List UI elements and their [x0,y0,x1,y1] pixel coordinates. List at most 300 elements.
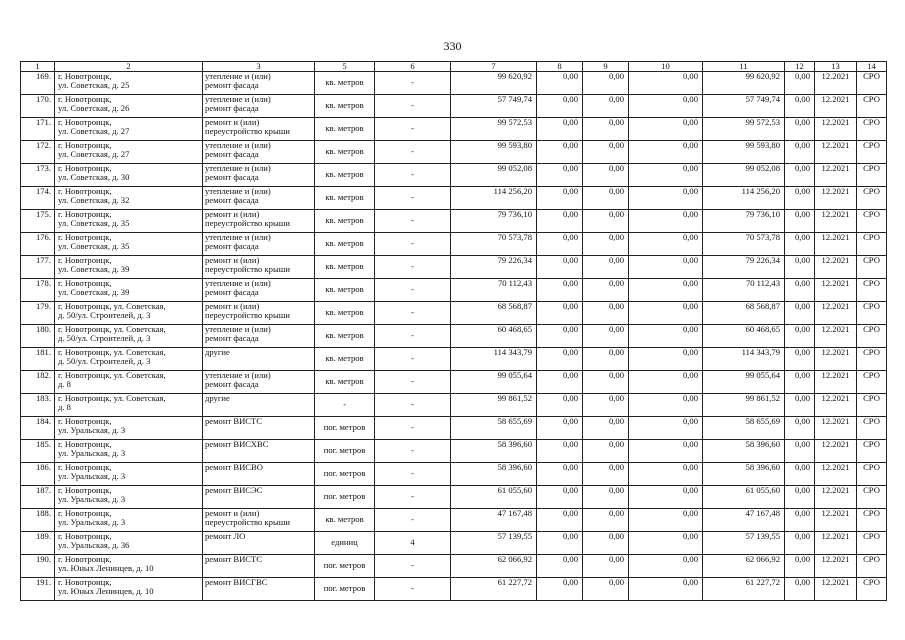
work-type-cell-line: утепление и (или) [205,140,271,150]
value-cell: 0,00 [537,532,583,555]
column-header: 5 [315,62,375,72]
contractor-type-cell: СРО [857,141,887,164]
unit-cell: кв. метров [315,348,375,371]
row-number: 171. [21,118,55,141]
completion-date-cell: 12.2021 [815,440,857,463]
value-cell: 0,00 [583,394,629,417]
contractor-type-cell: СРО [857,417,887,440]
unit-cell: пог. метров [315,555,375,578]
contractor-type-cell: СРО [857,233,887,256]
total-cost-cell: 58 396,60 [451,440,537,463]
address-cell [55,348,203,371]
address-cell [55,325,203,348]
table-row [21,509,887,532]
value-cell: 0,00 [537,578,583,601]
regional-fund-cell: 99 620,92 [703,72,785,95]
column-header: 8 [537,62,583,72]
work-type-cell-line: утепление и (или) [205,163,271,173]
unit-cell: кв. метров [315,371,375,394]
table-row [21,210,887,233]
address-cell-line: г. Новотроицк, [58,577,112,587]
regional-fund-cell: 99 593,80 [703,141,785,164]
row-number: 188. [21,509,55,532]
work-type-cell-line: ремонт фасада [205,149,259,160]
quantity-cell: - [375,463,451,486]
contractor-type-cell: СРО [857,118,887,141]
work-type-cell-line: переустройство крыши [205,126,290,137]
address-cell-line: ул. Уральская, д. 3 [58,425,126,436]
value-cell: 0,00 [537,210,583,233]
address-cell-line: ул. Уральская, д. 36 [58,540,130,551]
completion-date-cell: 12.2021 [815,302,857,325]
value-cell: 0,00 [629,325,703,348]
address-cell-line: ул. Советская, д. 35 [58,241,130,252]
value-cell: 0,00 [537,486,583,509]
work-type-cell [203,187,315,210]
total-cost-cell: 58 655,69 [451,417,537,440]
address-cell-line: ул. Уральская, д. 3 [58,517,126,528]
address-cell-line: г. Новотроицк, [58,255,112,265]
value-cell: 0,00 [583,532,629,555]
regional-fund-cell: 62 066,92 [703,555,785,578]
value-cell: 0,00 [629,118,703,141]
address-cell-line: г. Новотроицк, ул. Советская, [58,301,166,311]
unit-cell: кв. метров [315,279,375,302]
address-cell [55,440,203,463]
work-type-cell [203,486,315,509]
address-cell-line: г. Новотроицк, [58,232,112,242]
work-type-cell-line: ремонт ВИСВО [205,462,263,472]
value-cell: 0,00 [537,440,583,463]
value-cell: 0,00 [583,118,629,141]
contractor-type-cell: СРО [857,509,887,532]
address-cell [55,210,203,233]
value-cell: 0,00 [537,233,583,256]
address-cell-line: д. 8 [58,402,71,413]
address-cell [55,187,203,210]
work-type-cell-line: ремонт и (или) [205,255,260,265]
work-type-cell-line: ремонт ВИСХВС [205,439,269,449]
completion-date-cell: 12.2021 [815,463,857,486]
column-header: 12 [785,62,815,72]
address-cell [55,164,203,187]
regional-fund-cell: 58 396,60 [703,440,785,463]
completion-date-cell: 12.2021 [815,233,857,256]
value-cell: 0,00 [785,371,815,394]
unit-cell: кв. метров [315,95,375,118]
quantity-cell: - [375,95,451,118]
address-cell-line: ул. Юных Ленинцев, д. 10 [58,586,154,597]
work-type-cell-line: утепление и (или) [205,232,271,242]
value-cell: 0,00 [785,417,815,440]
regional-fund-cell: 70 112,43 [703,279,785,302]
work-type-cell-line: утепление и (или) [205,186,271,196]
value-cell: 0,00 [537,555,583,578]
value-cell: 0,00 [629,532,703,555]
regional-fund-cell: 68 568,87 [703,302,785,325]
value-cell: 0,00 [785,141,815,164]
column-number-header-row [21,62,887,72]
quantity-cell: - [375,141,451,164]
work-type-cell [203,95,315,118]
work-type-cell [203,555,315,578]
completion-date-cell: 12.2021 [815,417,857,440]
work-type-cell [203,532,315,555]
unit-cell: кв. метров [315,509,375,532]
address-cell-line: г. Новотроицк, [58,531,112,541]
unit-cell: - [315,394,375,417]
unit-cell: пог. метров [315,463,375,486]
value-cell: 0,00 [629,141,703,164]
address-cell [55,417,203,440]
address-cell [55,72,203,95]
unit-cell: пог. метров [315,440,375,463]
table-row [21,440,887,463]
address-cell [55,509,203,532]
total-cost-cell: 57 749,74 [451,95,537,118]
address-cell [55,256,203,279]
value-cell: 0,00 [785,187,815,210]
contractor-type-cell: СРО [857,371,887,394]
column-header: 9 [583,62,629,72]
value-cell: 0,00 [629,555,703,578]
address-cell-line: д. 50/ул. Строителей, д. 3 [58,333,151,344]
regional-fund-cell: 99 572,53 [703,118,785,141]
value-cell: 0,00 [629,440,703,463]
value-cell: 0,00 [537,72,583,95]
contractor-type-cell: СРО [857,348,887,371]
row-number: 182. [21,371,55,394]
value-cell: 0,00 [785,95,815,118]
value-cell: 0,00 [537,325,583,348]
value-cell: 0,00 [629,463,703,486]
value-cell: 0,00 [785,394,815,417]
address-cell [55,532,203,555]
regional-fund-cell: 99 052,08 [703,164,785,187]
value-cell: 0,00 [785,463,815,486]
column-header: 14 [857,62,887,72]
unit-cell: кв. метров [315,72,375,95]
value-cell: 0,00 [583,256,629,279]
column-header: 7 [451,62,537,72]
unit-cell: пог. метров [315,486,375,509]
work-type-cell [203,141,315,164]
quantity-cell: - [375,302,451,325]
address-cell-line: ул. Советская, д. 35 [58,218,130,229]
completion-date-cell: 12.2021 [815,210,857,233]
value-cell: 0,00 [583,279,629,302]
regional-fund-cell: 114 256,20 [703,187,785,210]
work-type-cell-line: ремонт ВИСЭС [205,485,263,495]
work-type-cell-line: переустройство крыши [205,218,290,229]
unit-cell: кв. метров [315,210,375,233]
total-cost-cell: 70 112,43 [451,279,537,302]
unit-cell: кв. метров [315,325,375,348]
work-type-cell [203,325,315,348]
unit-cell: пог. метров [315,417,375,440]
regional-fund-cell: 58 655,69 [703,417,785,440]
total-cost-cell: 99 861,52 [451,394,537,417]
value-cell: 0,00 [537,302,583,325]
column-header: 6 [375,62,451,72]
work-type-cell [203,233,315,256]
address-cell-line: г. Новотроицк, [58,439,112,449]
contractor-type-cell: СРО [857,532,887,555]
table-row [21,72,887,95]
row-number: 177. [21,256,55,279]
value-cell: 0,00 [629,486,703,509]
value-cell: 0,00 [583,509,629,532]
completion-date-cell: 12.2021 [815,532,857,555]
value-cell: 0,00 [785,210,815,233]
completion-date-cell: 12.2021 [815,72,857,95]
value-cell: 0,00 [583,141,629,164]
value-cell: 0,00 [537,95,583,118]
work-type-cell-line: утепление и (или) [205,324,271,334]
completion-date-cell: 12.2021 [815,394,857,417]
address-cell-line: г. Новотроицк, [58,485,112,495]
row-number: 186. [21,463,55,486]
quantity-cell: - [375,486,451,509]
completion-date-cell: 12.2021 [815,325,857,348]
column-header: 2 [55,62,203,72]
work-type-cell-line: ремонт и (или) [205,209,260,219]
work-type-cell-line: ремонт фасада [205,80,259,91]
table-row [21,394,887,417]
row-number: 181. [21,348,55,371]
value-cell: 0,00 [583,164,629,187]
value-cell: 0,00 [785,72,815,95]
value-cell: 0,00 [583,210,629,233]
value-cell: 0,00 [629,256,703,279]
work-type-cell-line: переустройство крыши [205,264,290,275]
work-type-cell-line: ремонт и (или) [205,508,260,518]
total-cost-cell: 79 226,34 [451,256,537,279]
contractor-type-cell: СРО [857,279,887,302]
quantity-cell: - [375,440,451,463]
contractor-type-cell: СРО [857,555,887,578]
table-row [21,302,887,325]
value-cell: 0,00 [785,118,815,141]
address-cell-line: ул. Юных Ленинцев, д. 10 [58,563,154,574]
quantity-cell: - [375,210,451,233]
regional-fund-cell: 58 396,60 [703,463,785,486]
address-cell [55,233,203,256]
regional-fund-cell: 61 227,72 [703,578,785,601]
value-cell: 0,00 [629,509,703,532]
address-cell [55,486,203,509]
value-cell: 0,00 [629,279,703,302]
column-header: 11 [703,62,785,72]
contractor-type-cell: СРО [857,394,887,417]
work-type-cell [203,440,315,463]
table-row [21,95,887,118]
value-cell: 0,00 [629,95,703,118]
column-header: 1 [21,62,55,72]
work-type-cell [203,463,315,486]
value-cell: 0,00 [785,302,815,325]
total-cost-cell: 79 736,10 [451,210,537,233]
value-cell: 0,00 [583,348,629,371]
value-cell: 0,00 [537,463,583,486]
address-cell-line: г. Новотроицк, [58,462,112,472]
address-cell-line: д. 50/ул. Строителей, д. 3 [58,356,151,367]
address-cell-line: ул. Уральская, д. 3 [58,494,126,505]
value-cell: 0,00 [785,325,815,348]
contractor-type-cell: СРО [857,486,887,509]
unit-cell: пог. метров [315,578,375,601]
address-cell-line: г. Новотроицк, [58,94,112,104]
value-cell: 0,00 [537,348,583,371]
table-row [21,279,887,302]
completion-date-cell: 12.2021 [815,555,857,578]
value-cell: 0,00 [785,578,815,601]
total-cost-cell: 61 227,72 [451,578,537,601]
work-type-cell-line: переустройство крыши [205,517,290,528]
value-cell: 0,00 [583,371,629,394]
value-cell: 0,00 [785,509,815,532]
table-row [21,325,887,348]
row-number: 190. [21,555,55,578]
work-type-cell [203,394,315,417]
value-cell: 0,00 [583,325,629,348]
work-type-cell-line: ремонт фасада [205,172,259,183]
value-cell: 0,00 [629,394,703,417]
work-type-cell-line: ремонт фасада [205,379,259,390]
value-cell: 0,00 [583,486,629,509]
address-cell-line: д. 8 [58,379,71,390]
address-cell-line: г. Новотроицк, [58,508,112,518]
value-cell: 0,00 [583,233,629,256]
regional-fund-cell: 99 861,52 [703,394,785,417]
value-cell: 0,00 [785,440,815,463]
value-cell: 0,00 [537,417,583,440]
address-cell-line: г. Новотроицк, ул. Советская, [58,393,166,403]
address-cell-line: ул. Советская, д. 39 [58,264,130,275]
address-cell [55,302,203,325]
contractor-type-cell: СРО [857,302,887,325]
work-type-cell [203,210,315,233]
value-cell: 0,00 [583,302,629,325]
work-type-cell-line: ремонт фасада [205,195,259,206]
quantity-cell: - [375,578,451,601]
value-cell: 0,00 [785,164,815,187]
row-number: 174. [21,187,55,210]
contractor-type-cell: СРО [857,256,887,279]
work-type-cell-line: ремонт ВИСТС [205,416,263,426]
value-cell: 0,00 [537,141,583,164]
address-cell-line: г. Новотроицк, [58,209,112,219]
address-cell-line: г. Новотроицк, [58,554,112,564]
row-number: 170. [21,95,55,118]
work-type-cell-line: ремонт ВИСТС [205,554,263,564]
table-body [21,72,887,601]
value-cell: 0,00 [629,371,703,394]
contractor-type-cell: СРО [857,440,887,463]
row-number: 178. [21,279,55,302]
regional-fund-cell: 60 468,65 [703,325,785,348]
address-cell [55,555,203,578]
quantity-cell: - [375,164,451,187]
value-cell: 0,00 [583,555,629,578]
row-number: 180. [21,325,55,348]
unit-cell: кв. метров [315,164,375,187]
value-cell: 0,00 [537,279,583,302]
value-cell: 0,00 [629,210,703,233]
regional-fund-cell: 79 736,10 [703,210,785,233]
quantity-cell: - [375,256,451,279]
work-type-cell [203,302,315,325]
address-cell-line: ул. Советская, д. 39 [58,287,130,298]
completion-date-cell: 12.2021 [815,256,857,279]
work-type-cell [203,348,315,371]
work-type-cell-line: другие [205,393,230,403]
table-row [21,463,887,486]
value-cell: 0,00 [785,256,815,279]
address-cell-line: г. Новотроицк, [58,416,112,426]
value-cell: 0,00 [583,578,629,601]
value-cell: 0,00 [629,302,703,325]
value-cell: 0,00 [629,164,703,187]
row-number: 175. [21,210,55,233]
work-type-cell-line: утепление и (или) [205,71,271,81]
table-row [21,256,887,279]
table-row [21,141,887,164]
table-row [21,578,887,601]
row-number: 179. [21,302,55,325]
work-type-cell-line: ремонт ЛО [205,531,246,541]
total-cost-cell: 58 396,60 [451,463,537,486]
row-number: 172. [21,141,55,164]
completion-date-cell: 12.2021 [815,187,857,210]
table-row [21,555,887,578]
contractor-type-cell: СРО [857,164,887,187]
quantity-cell: - [375,118,451,141]
regional-fund-cell: 57 139,55 [703,532,785,555]
address-cell-line: г. Новотроицк, ул. Советская, [58,324,166,334]
address-cell [55,578,203,601]
work-type-cell-line: ремонт фасада [205,103,259,114]
regional-fund-cell: 61 055,60 [703,486,785,509]
row-number: 183. [21,394,55,417]
column-header: 3 [203,62,315,72]
total-cost-cell: 68 568,87 [451,302,537,325]
completion-date-cell: 12.2021 [815,118,857,141]
quantity-cell: - [375,279,451,302]
unit-cell: кв. метров [315,233,375,256]
address-cell-line: ул. Уральская, д. 3 [58,448,126,459]
regional-fund-cell: 79 226,34 [703,256,785,279]
quantity-cell: - [375,233,451,256]
row-number: 184. [21,417,55,440]
completion-date-cell: 12.2021 [815,279,857,302]
completion-date-cell: 12.2021 [815,578,857,601]
quantity-cell: - [375,509,451,532]
work-type-cell [203,371,315,394]
contractor-type-cell: СРО [857,187,887,210]
address-cell-line: д. 50/ул. Строителей, д. 3 [58,310,151,321]
total-cost-cell: 57 139,55 [451,532,537,555]
value-cell: 0,00 [537,509,583,532]
table-row [21,371,887,394]
contractor-type-cell: СРО [857,95,887,118]
address-cell-line: ул. Советская, д. 30 [58,172,130,183]
address-cell [55,394,203,417]
total-cost-cell: 99 052,08 [451,164,537,187]
value-cell: 0,00 [785,233,815,256]
row-number: 173. [21,164,55,187]
row-number: 169. [21,72,55,95]
